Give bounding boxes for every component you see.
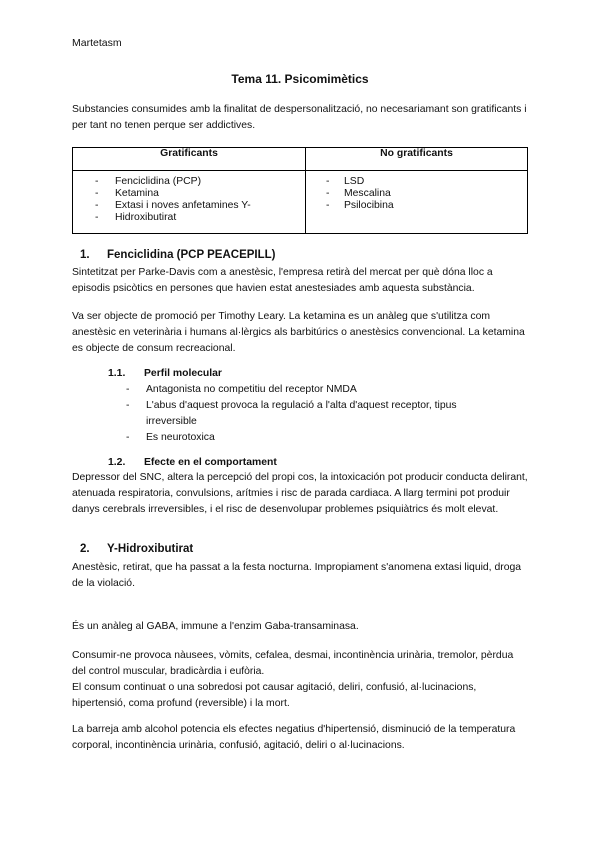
list-item: - LSD [326,176,365,187]
section-1-paragraph-2: Va ser objecte de promoció per Timothy Leary. La ketamina es un anàleg que s'utilitza com anestèsic en veterinària i humans al·lèrgics als barbitúrics o anestèsics convencional. La ketamina es objecte de consum recreacional. [72,311,525,354]
subsection-title: Perfil molecular [144,368,222,379]
list-item: - Psilocibina [326,200,394,211]
page-title: Tema 11. Psicomimètics [231,72,369,86]
list-item: - Hidroxibutirat [95,212,177,223]
section-title: Y-Hidroxibutirat [107,543,194,555]
section-2-paragraph-2: És un anàleg al GABA, immune a l'enzim Gaba-transaminasa. [72,621,359,632]
subsection-1-1-heading [108,368,408,382]
table-header-gratificants: Gratificants [73,148,306,171]
subsection-number: 1.2. [108,457,126,468]
section-number: 2. [80,543,90,555]
list-item: - Ketamina [95,188,159,199]
section-title: Fenciclidina (PCP PEACEPILL) [107,249,276,261]
subsection-1-2-heading [108,457,408,471]
section-number: 1. [80,249,90,261]
list-item: - Extasi i noves anfetamines Y- [95,200,251,211]
list-item: - L'abus d'aquest provoca la regulació a l'alta d'aquest receptor, tipus irreversible [126,400,457,427]
molecular-profile-list [126,382,506,446]
author-name: Martetasm [72,37,122,49]
list-item: - Es neurotoxica [126,432,215,443]
behaviour-paragraph: Depressor del SNC, altera la percepció del propi cos, la intoxicación pot producir conducta delirant, atenuada respiratoria, convulsions, arítmies i risc de parada cardiaca. A llarg termini pot produir danys cerebrals irreversibles, i el risc de desenvolupar problemes psiquiàtrics és molt elevat. [72,472,528,515]
list-item: - Antagonista no competitiu del receptor NMDA [126,384,357,395]
section-2-paragraph-3b: El consum continuat o una sobredosi pot causar agitació, deliri, confusió, al·lucinacions, hipertensió, coma profund (reversible) i la mort. [72,682,477,709]
subsection-title: Efecte en el comportament [144,457,277,468]
table-header-no-gratificants: No gratificants [306,148,528,171]
subsection-number: 1.1. [108,368,126,379]
list-item: - Mescalina [326,188,391,199]
substances-table [72,147,528,234]
no-gratificants-cell [306,171,528,234]
section-2-paragraph-1: Anestèsic, retirat, que ha passat a la festa nocturna. Impropiament s'anomena extasi liquid, droga de la violació. [72,562,522,589]
section-2-heading [80,543,480,559]
section-1-paragraph-1: Sintetitzat per Parke-Davis com a anestèsic, l'empresa retirà del mercat per què dóna lloc a episodis psicòtics en persones que havien estat anestesiades amb aquesta substància. [72,267,493,294]
substances-table-wrapper [72,147,528,234]
section-2-paragraph-3a: Consumir-ne provoca nàusees, vòmits, cefalea, desmai, incontinència urinària, tremolor, pèrdua del control muscular, bradicàrdia i eufòria. [72,650,514,677]
list-item: - Fenciclidina (PCP) [95,176,202,187]
section-1-heading [80,249,480,265]
section-2-paragraph-4: La barreja amb alcohol potencia els efectes negatius d'hipertensió, disminució de la temperatura corporal, incontinència urinària, confusió, agitació, deliri o al·lucinacions. [72,724,516,751]
gratificants-cell [73,171,306,234]
intro-paragraph: Substancies consumides amb la finalitat de despersonalització, no necesariamant son gratificants i per tant no tenen perque ser addictives. [72,104,527,131]
